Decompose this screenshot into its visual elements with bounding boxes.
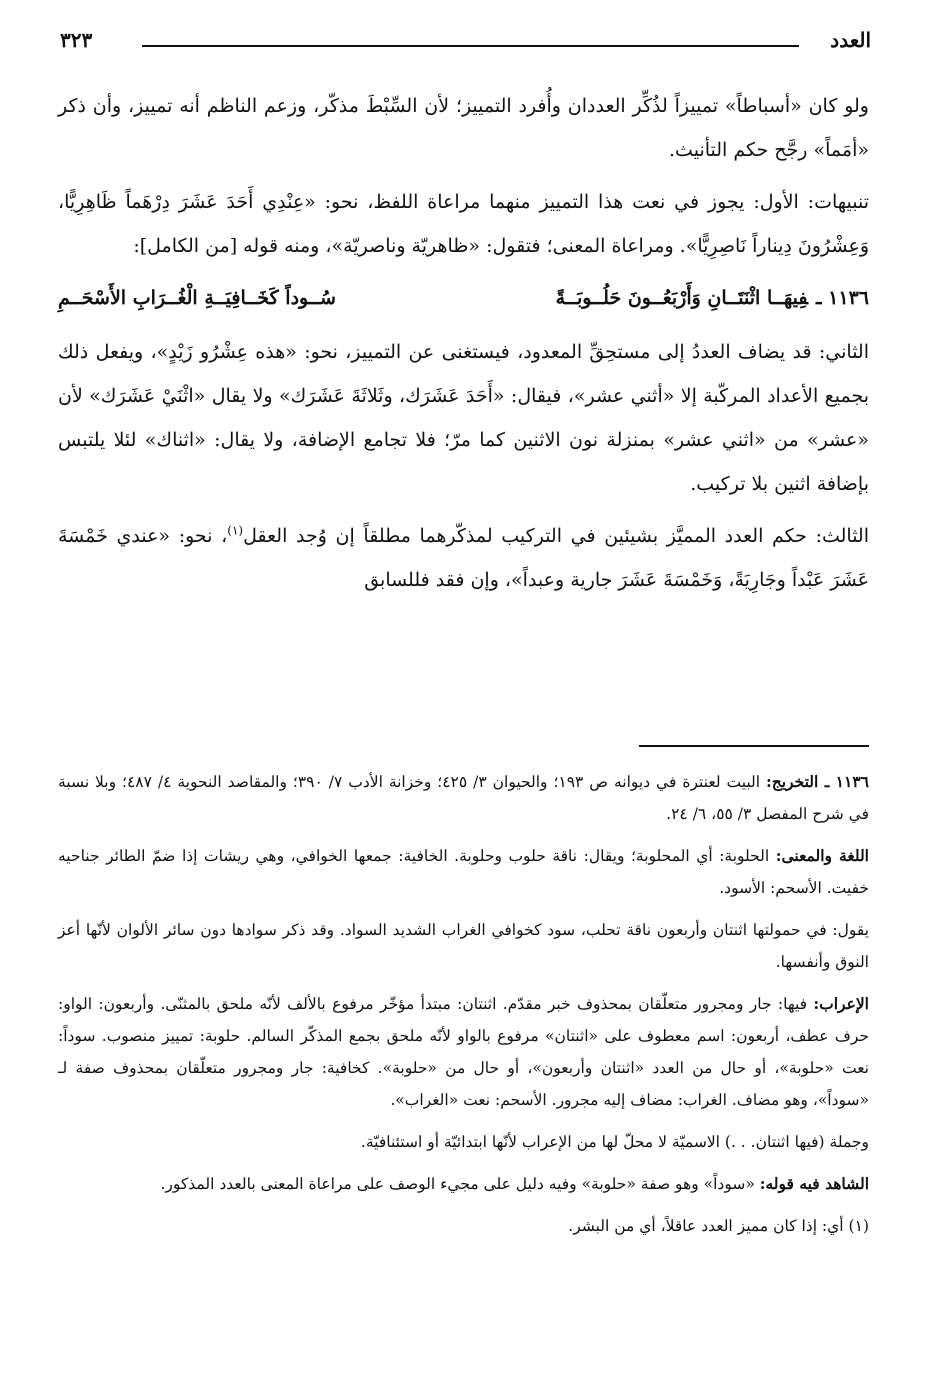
shahid-label: الشاهد فيه قوله:: [759, 1174, 869, 1193]
footnote-text: أي: إذا كان مميز العدد عاقلاً، أي من البشر.: [568, 1217, 844, 1235]
irab-label: الإعراب:: [813, 994, 869, 1013]
irab-text: فيها: جار ومجرور متعلّقان بمحذوف خبر مقدّم. اثنتان: مبتدأ مؤخّر مرفوع بالألف لأنّه ملحق بالمثنّى. وأربعون: الواو: حرف عطف، أربعون: اسم معطوف على «اثنتان» مرفوع بالواو لأنّه ملحق بجمع المذكّر السالم. حلوبة: تمييز منصوب. سوداً: نعت «حلوبة»، أو حال من العدد «اثنتان وأربعون»، أو حال من «حلوبة». كخافية: جار ومجرور متعلّقان بمحذوف صفة لـ «سوداً»، وهو مضاف. الغراب: مضاف إليه مجرور. الأسحم: نعت «الغراب».: [58, 995, 869, 1109]
note-jumla: وجملة (فيها اثنتان. . .) الاسميّة لا محلّ لها من الإعراب لأنّها ابتدائيّة أو استئنافيّة.: [360, 1133, 869, 1151]
page-number: ٣٢٣: [60, 28, 93, 52]
second-label: الثاني:: [818, 341, 869, 363]
tanbihat-label: تنبيهات: الأول:: [753, 191, 869, 213]
footnote-ref[interactable]: (١): [227, 523, 244, 538]
poetry-verse: [58, 276, 869, 320]
second-text: قد يضاف العددُ إلى مستحِقِّ المعدود، فيستغنى عن التمييز، نحو: «هذه عِشْرُو زَيْدٍ»، ويفعل ذلك بجميع الأعداد المركّبة إلا «أثني عشر»، فيقال: «أَحَدَ عَشَرَك، وثَلاثَةَ عَشَرَك» ولا يقال «اثْنَيْ عَشَرَك» لأن «عشر» من «اثني عشر» بمنزلة نون الاثنين كما مرّ؛ فلا تجامع الإضافة، ولا يقال: «اثناك» لئلا يلتبس بإضافة اثنين بلا تركيب.: [58, 341, 869, 495]
third-text-cont: ، نحو: «عندي خَمْسَةَ عَشَرَ عَبْداً وجَارِيَةً، وَخَمْسَةَ عَشَرَ جارية وعبداً»، وإن فقد فللسابق: [58, 525, 869, 591]
chapter-title: العدد: [830, 28, 871, 52]
verse-second-hemistich: سُــوداً كَخَــافِيَــةِ الْغُــرَابِ الأَسْحَــمِ: [58, 287, 336, 309]
note-yaqul: يقول: في حمولتها اثنتان وأربعون ناقة تحلب، سود كخوافي الغراب الشديد السواد. وقد ذكر سوادها دون سائر الألوان لأنّها أعز النوق وأنفسها.: [58, 921, 869, 971]
takhrij-label: ١١٣٦ ـ التخريج:: [766, 772, 869, 791]
note-takhrij: [58, 766, 869, 830]
tanbihat-text: يجوز في نعت هذا التمييز منهما مراعاة اللفظ، نحو: «عِنْدِي أَحَدَ عَشَرَ دِرْهَماً ظَاهِرِيًّا، وَعِشْرُونَ دِيناراً نَاصِرِيًّا». ومراعاة المعنى؛ فتقول: «ظاهريّة وناصريّة»، ومنه قوله [من الكامل]:: [58, 191, 869, 257]
footnote-marker: (١): [848, 1217, 869, 1235]
paragraph-tanbihat: [58, 180, 869, 268]
header-rule: [142, 45, 799, 47]
shahid-text: «سوداً» وهو صفة «حلوبة» وفيه دليل على مجيء الوصف على مراعاة المعنى بالعدد المذكور.: [160, 1175, 755, 1193]
third-text: حكم العدد المميَّز بشيئين في التركيب لمذكّرهما مطلقاً إن وُجد العقل: [243, 525, 807, 547]
lugha-text: الحلوبة: أي المحلوبة؛ ويقال: ناقة حلوب وحلوبة. الخافية: جمعها الخوافي، وهي ريشات إذا ضمّ الطائر جناحيه خفيت. الأسحم: الأسود.: [58, 847, 869, 897]
takhrij-text: البيت لعنترة في ديوانه ص ١٩٣؛ والحيوان ٣/ ٤٢٥؛ وخزانة الأدب ٧/ ٣٩٠؛ والمقاصد النحوية ٤/ ٤٨٧؛ وبلا نسبة في شرح المفصل ٣/ ٥٥، ٦/ ٢٤.: [58, 773, 869, 823]
verse-first-hemistich: [556, 276, 869, 320]
footnotes: [58, 766, 869, 1252]
note-irab: [58, 988, 869, 1116]
paragraph-third: [58, 514, 869, 602]
paragraph-second: [58, 330, 869, 506]
paragraph-asbat: ولو كان «أسباطاً» تمييزاً لذُكِّر العددان وأُفرد التمييز؛ لأن السِّبْطَ مذكّر، وزعم الناظم أنه تمييز، وأن ذكر «أمَماً» رجَّح حكم التأنيث.: [58, 95, 869, 161]
running-header: [60, 28, 871, 62]
lugha-label: اللغة والمعنى:: [775, 846, 869, 865]
main-text: [58, 84, 869, 610]
footnote-1: [58, 1210, 869, 1242]
note-lugha: [58, 840, 869, 904]
note-shahid: [58, 1168, 869, 1200]
verse-first-text: فِيهَــا اثْنَتَــانِ وَأَرْبَعُــونَ حَلُــوبَــةً: [555, 287, 808, 309]
third-label: الثالث:: [815, 525, 869, 547]
footnote-separator: [639, 745, 869, 747]
verse-number: ١١٣٦ ـ: [815, 287, 869, 309]
